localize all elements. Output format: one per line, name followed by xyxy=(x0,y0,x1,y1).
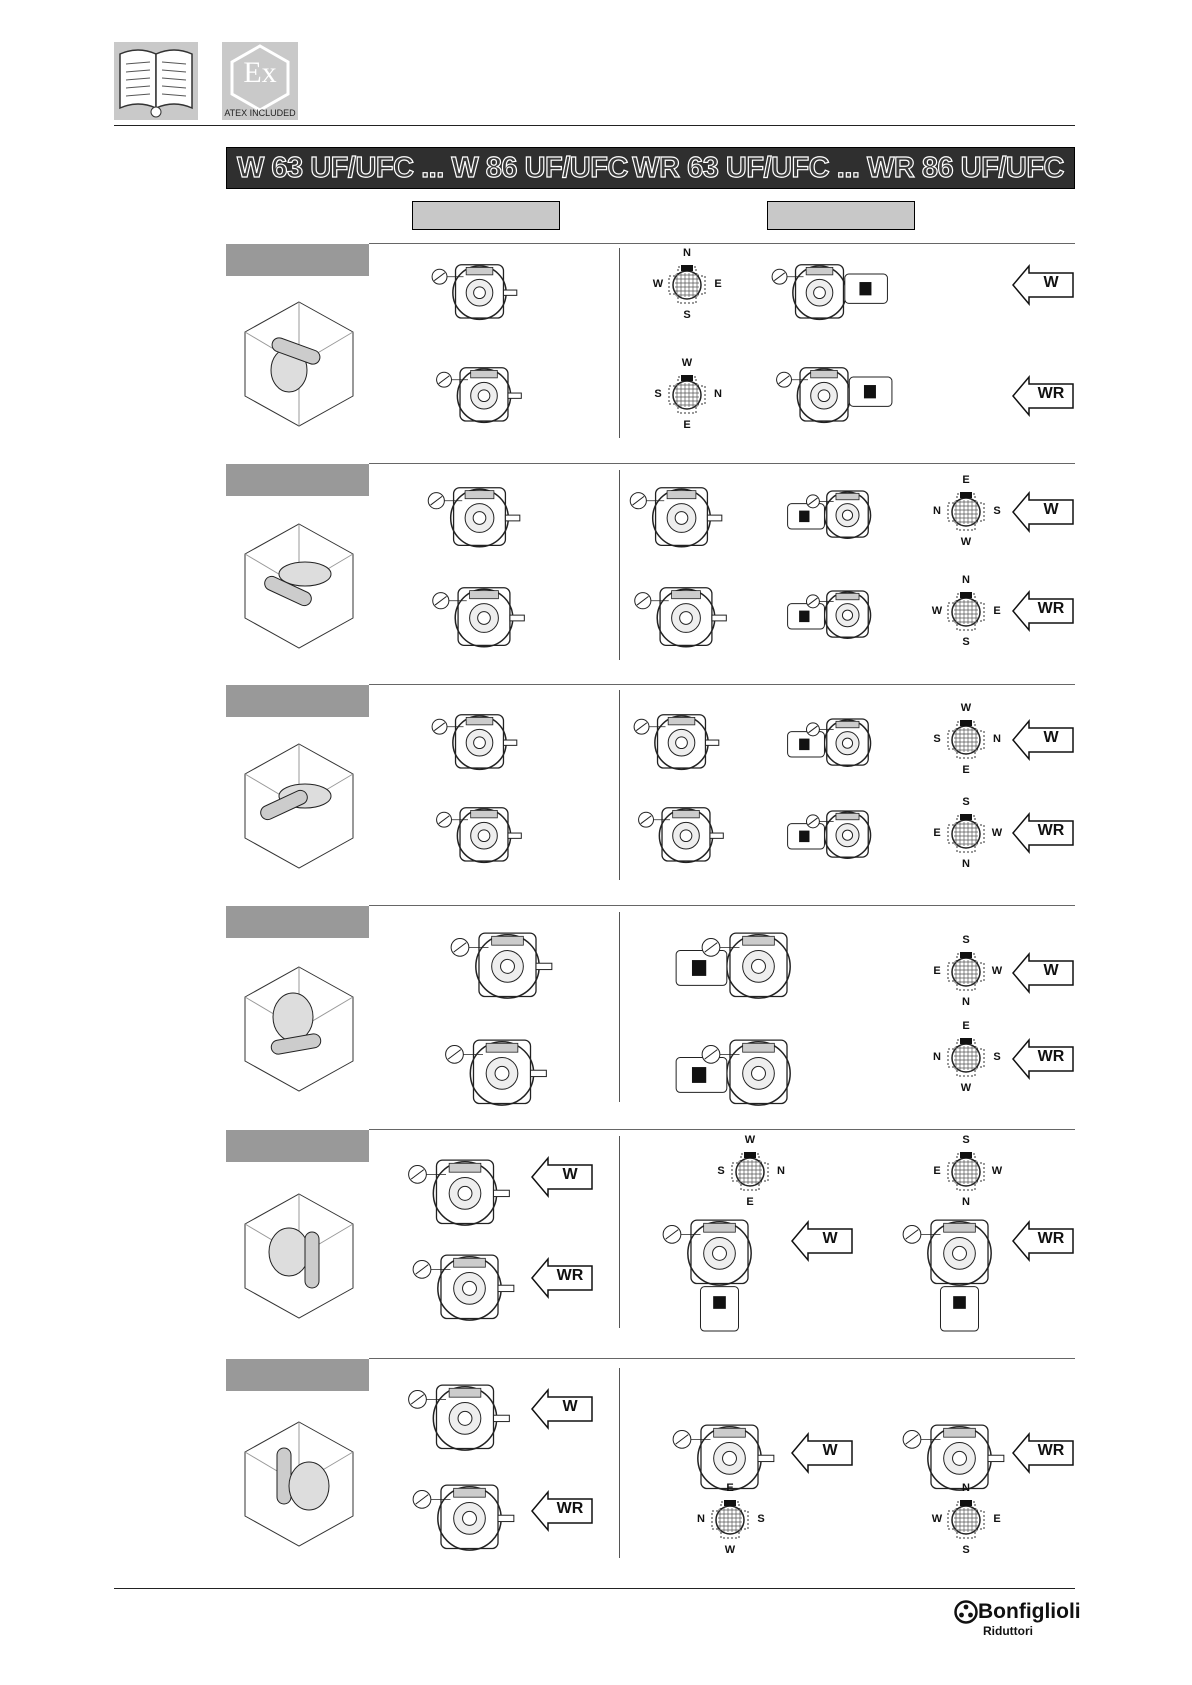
title-bar xyxy=(226,147,1075,189)
arrow-label: W xyxy=(1043,962,1059,979)
compass-label-bottom: E xyxy=(962,764,970,776)
gearbox-drawing xyxy=(420,1240,530,1328)
column-tag-right xyxy=(767,201,915,230)
compass-label-bottom: N xyxy=(962,858,970,870)
gearbox-drawing xyxy=(632,795,752,869)
compass-label-left: S xyxy=(933,733,941,745)
arrow-label: W xyxy=(1043,274,1059,291)
row-tab-2 xyxy=(226,464,369,496)
direction-arrow-w xyxy=(1011,264,1075,306)
bonfiglioli-logo-icon xyxy=(954,1600,978,1624)
compass-label-bottom: S xyxy=(683,309,691,321)
orientation-compass xyxy=(690,1480,770,1560)
orientation-compass xyxy=(926,700,1006,780)
mounting-cube-icon xyxy=(243,742,355,870)
compass-label-right: E xyxy=(993,1513,1001,1525)
direction-arrow-wr xyxy=(1011,1038,1075,1080)
direction-arrow-wr xyxy=(1011,812,1075,854)
compass-label-right: W xyxy=(991,1165,1003,1177)
atex-label: ATEX INCLUDED xyxy=(224,108,296,118)
compass-label-bottom: E xyxy=(683,419,691,431)
gearbox-drawing xyxy=(430,252,540,326)
compass-label-left: N xyxy=(697,1513,705,1525)
orientation-compass xyxy=(926,1132,1006,1212)
column-divider xyxy=(619,1368,620,1558)
arrow-label: WR xyxy=(1037,1230,1065,1247)
compass-label-left: S xyxy=(654,388,662,400)
row-tab-6 xyxy=(226,1359,369,1391)
compass-label-left: N xyxy=(933,1051,941,1063)
compass-label-top: S xyxy=(962,796,970,808)
mounting-cube-icon xyxy=(243,300,355,428)
compass-label-left: E xyxy=(933,965,941,977)
column-tag-left xyxy=(412,201,560,230)
compass-label-bottom: N xyxy=(962,1196,970,1208)
gearbox-drawing xyxy=(700,1025,830,1113)
column-divider xyxy=(619,248,620,438)
compass-label-top: S xyxy=(962,1134,970,1146)
direction-arrow-w xyxy=(530,1388,594,1430)
compass-label-right: E xyxy=(714,278,722,290)
gearbox-drawing xyxy=(910,1205,1020,1293)
direction-arrow-wr xyxy=(1011,375,1075,417)
arrow-label: W xyxy=(822,1230,838,1247)
gearbox-drawing xyxy=(430,355,550,429)
row-tab-1 xyxy=(226,244,369,276)
direction-arrow-wr xyxy=(1011,590,1075,632)
atex-mark: Ex xyxy=(243,56,277,89)
arrow-label: W xyxy=(562,1398,578,1415)
gearbox-drawing xyxy=(430,474,540,554)
compass-label-bottom: W xyxy=(724,1544,736,1556)
gearbox-drawing xyxy=(780,580,930,644)
compass-label-bottom: W xyxy=(960,1082,972,1094)
compass-label-right: N xyxy=(777,1165,785,1177)
compass-label-top: S xyxy=(962,934,970,946)
compass-label-top: E xyxy=(962,474,970,486)
compass-label-right: E xyxy=(993,605,1001,617)
mounting-cube-icon xyxy=(243,522,355,650)
compass-label-left: W xyxy=(652,278,664,290)
gearbox-drawing xyxy=(420,1145,520,1233)
title-right: WR 63 UF/UFC ... WR 86 UF/UFC xyxy=(632,151,1064,184)
direction-arrow-w xyxy=(1011,952,1075,994)
compass-label-top: E xyxy=(726,1482,734,1494)
direction-arrow-w xyxy=(790,1432,854,1474)
row-separator xyxy=(369,243,1075,244)
row-separator xyxy=(369,1129,1075,1130)
row-separator xyxy=(369,1358,1075,1359)
compass-label-bottom: N xyxy=(962,996,970,1008)
gearbox-drawing xyxy=(700,918,830,1006)
compass-label-right: S xyxy=(757,1513,765,1525)
manual-book-icon xyxy=(114,42,198,120)
compass-label-bottom: W xyxy=(960,536,972,548)
compass-label-left: E xyxy=(933,1165,941,1177)
arrow-label: WR xyxy=(556,1500,584,1517)
compass-label-left: N xyxy=(933,505,941,517)
compass-label-top: W xyxy=(960,702,972,714)
orientation-compass xyxy=(926,1018,1006,1098)
gearbox-drawing xyxy=(780,800,930,864)
direction-arrow-w xyxy=(790,1220,854,1262)
compass-label-bottom: S xyxy=(962,1544,970,1556)
row-tab-5 xyxy=(226,1130,369,1162)
direction-arrow-wr xyxy=(1011,1220,1075,1262)
compass-label-left: S xyxy=(717,1165,725,1177)
gearbox-drawing xyxy=(632,574,752,654)
arrow-label: W xyxy=(1043,501,1059,518)
row-separator xyxy=(369,684,1075,685)
gearbox-drawing xyxy=(632,702,742,776)
column-divider xyxy=(619,1136,620,1328)
gearbox-drawing xyxy=(780,480,930,544)
compass-label-right: S xyxy=(993,505,1001,517)
row-separator xyxy=(369,905,1075,906)
gearbox-drawing xyxy=(420,1470,530,1558)
mounting-cube-icon xyxy=(243,1420,355,1548)
row-tab-4 xyxy=(226,906,369,938)
compass-label-top: N xyxy=(962,574,970,586)
compass-label-left: E xyxy=(933,827,941,839)
orientation-compass xyxy=(710,1132,790,1212)
footer-rule xyxy=(114,1588,1075,1589)
column-divider xyxy=(619,690,620,880)
arrow-label: WR xyxy=(556,1267,584,1284)
direction-arrow-w xyxy=(1011,491,1075,533)
column-divider xyxy=(619,912,620,1102)
gearbox-drawing xyxy=(430,574,550,654)
orientation-compass xyxy=(926,472,1006,552)
orientation-compass xyxy=(926,932,1006,1012)
compass-label-right: W xyxy=(991,965,1003,977)
arrow-label: W xyxy=(1043,729,1059,746)
arrow-label: W xyxy=(822,1442,838,1459)
direction-arrow-w xyxy=(530,1156,594,1198)
gearbox-drawing xyxy=(752,252,902,326)
compass-label-bottom: S xyxy=(962,636,970,648)
arrow-label: WR xyxy=(1037,1048,1065,1065)
brand-sub: Riduttori xyxy=(983,1624,1033,1638)
compass-label-left: W xyxy=(931,1513,943,1525)
atex-logo xyxy=(222,42,298,120)
orientation-compass xyxy=(926,1480,1006,1560)
direction-arrow-wr xyxy=(530,1257,594,1299)
orientation-compass xyxy=(926,794,1006,874)
arrow-label: W xyxy=(562,1166,578,1183)
compass-label-top: N xyxy=(683,247,691,259)
gearbox-drawing xyxy=(670,1205,780,1293)
gearbox-drawing xyxy=(448,1025,568,1113)
gearbox-drawing xyxy=(430,702,540,776)
mounting-cube-icon xyxy=(243,1192,355,1320)
brand-name: Bonfiglioli xyxy=(978,1600,1081,1623)
gearbox-drawing xyxy=(458,918,568,1006)
compass-label-top: W xyxy=(744,1134,756,1146)
title-left: W 63 UF/UFC ... W 86 UF/UFC xyxy=(237,151,628,184)
row-tab-3 xyxy=(226,685,369,717)
column-divider xyxy=(619,470,620,660)
gearbox-drawing xyxy=(780,708,930,772)
row-separator xyxy=(369,463,1075,464)
gearbox-drawing xyxy=(420,1370,520,1458)
direction-arrow-wr xyxy=(1011,1432,1075,1474)
arrow-label: WR xyxy=(1037,385,1065,402)
arrow-label: WR xyxy=(1037,1442,1065,1459)
gearbox-drawing xyxy=(752,355,912,429)
mounting-cube-icon xyxy=(243,965,355,1093)
compass-label-bottom: E xyxy=(746,1196,754,1208)
compass-label-top: E xyxy=(962,1020,970,1032)
compass-label-left: W xyxy=(931,605,943,617)
header-rule xyxy=(114,125,1075,126)
orientation-compass xyxy=(647,355,727,435)
direction-arrow-wr xyxy=(530,1490,594,1532)
compass-label-right: W xyxy=(991,827,1003,839)
arrow-label: WR xyxy=(1037,822,1065,839)
compass-label-right: N xyxy=(993,733,1001,745)
gearbox-drawing xyxy=(430,795,550,869)
compass-label-right: N xyxy=(714,388,722,400)
compass-label-top: W xyxy=(681,357,693,369)
orientation-compass xyxy=(647,245,727,325)
gearbox-drawing xyxy=(632,474,742,554)
arrow-label: WR xyxy=(1037,600,1065,617)
compass-label-top: N xyxy=(962,1482,970,1494)
compass-label-right: S xyxy=(993,1051,1001,1063)
direction-arrow-w xyxy=(1011,719,1075,761)
orientation-compass xyxy=(926,572,1006,652)
